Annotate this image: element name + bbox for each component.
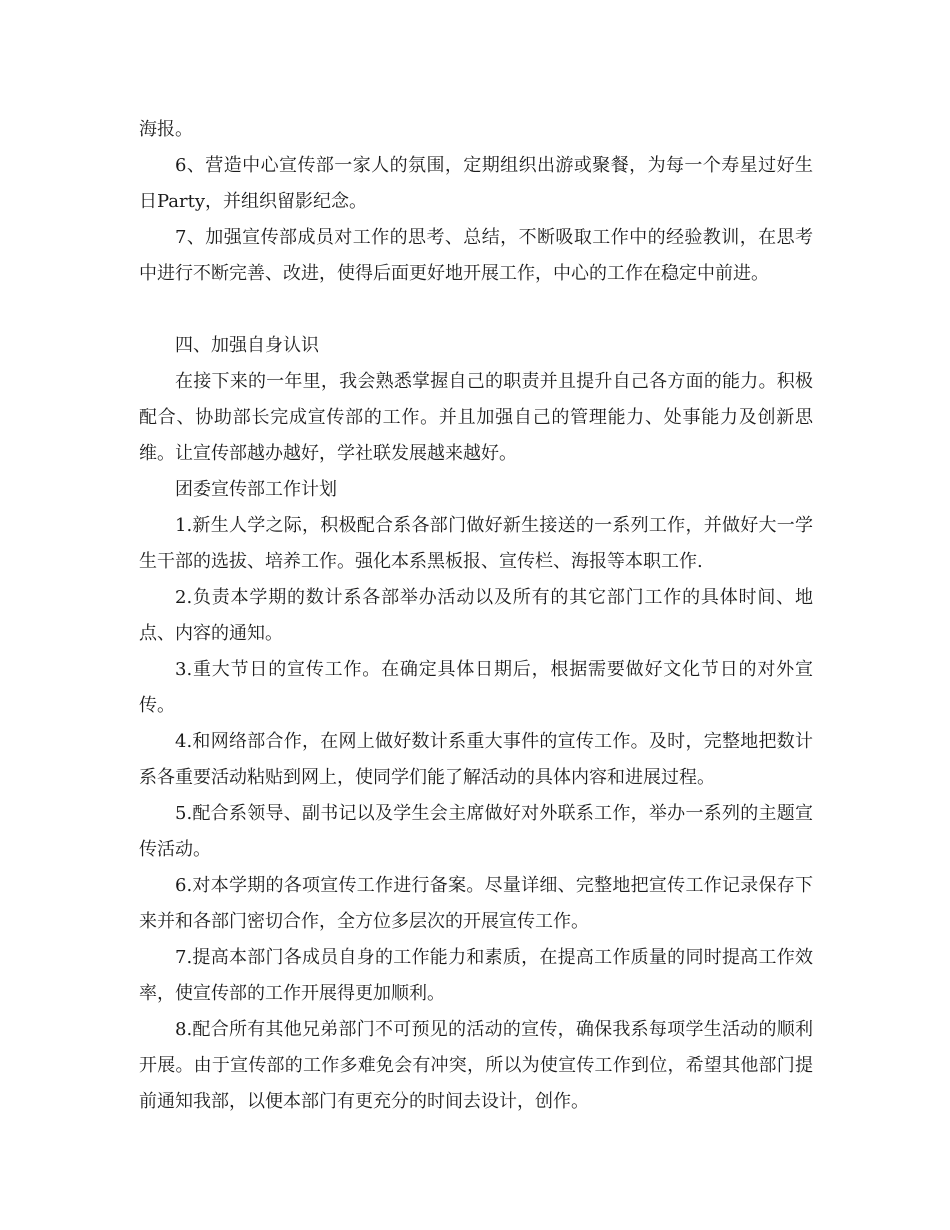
paragraph-continuation: 海报。 bbox=[139, 119, 193, 140]
paragraph-item-6: 6、营造中心宣传部一家人的氛围，定期组织出游或聚餐，为每一个寿星过好生日Party，并组织留影纪念。 bbox=[139, 155, 813, 212]
document-body bbox=[139, 112, 813, 1120]
plan-item-4: 4.和网络部合作，在网上做好数计系重大事件的宣传工作。及时，完整地把数计系各重要活动粘贴到网上，使同学们能了解活动的具体内容和进展过程。 bbox=[139, 731, 813, 788]
plan-item-6: 6.对本学期的各项宣传工作进行备案。尽量详细、完整地把宣传工作记录保存下来并和各部门密切合作，全方位多层次的开展宣传工作。 bbox=[139, 875, 813, 932]
plan-item-1: 1.新生人学之际，积极配合系各部门做好新生接送的一系列工作，并做好大一学生干部的选拔、培养工作。强化本系黑板报、宣传栏、海报等本职工作. bbox=[139, 515, 813, 572]
plan-item-7: 7.提高本部门各成员自身的工作能力和素质，在提高工作质量的同时提高工作效率，使宣传部的工作开展得更加顺利。 bbox=[139, 947, 813, 1004]
plan-item-5: 5.配合系领导、副书记以及学生会主席做好对外联系工作，举办一系列的主题宣传活动。 bbox=[139, 803, 813, 860]
section-paragraph: 在接下来的一年里，我会熟悉掌握自己的职责并且提升自己各方面的能力。积极配合、协助部长完成宣传部的工作。并且加强自己的管理能力、处事能力及创新思维。让宣传部越办越好，学社联发展越来越好。 bbox=[139, 371, 813, 464]
plan-item-8: 8.配合所有其他兄弟部门不可预见的活动的宣传，确保我系每项学生活动的顺利开展。由于宣传部的工作多难免会有冲突，所以为使宣传工作到位，希望其他部门提前通知我部，以便本部门有更充分的时间去设计，创作。 bbox=[139, 1019, 813, 1112]
paragraph-item-7: 7、加强宣传部成员对工作的思考、总结，不断吸取工作中的经验教训，在思考中进行不断完善、改进，使得后面更好地开展工作，中心的工作在稳定中前进。 bbox=[139, 227, 813, 284]
plan-title: 团委宣传部工作计划 bbox=[175, 479, 337, 500]
plan-item-3: 3.重大节日的宣传工作。在确定具体日期后，根据需要做好文化节日的对外宣传。 bbox=[139, 659, 813, 716]
plan-item-2: 2.负责本学期的数计系各部举办活动以及所有的其它部门工作的具体时间、地点、内容的通知。 bbox=[139, 587, 813, 644]
section-heading: 四、加强自身认识 bbox=[175, 335, 319, 356]
